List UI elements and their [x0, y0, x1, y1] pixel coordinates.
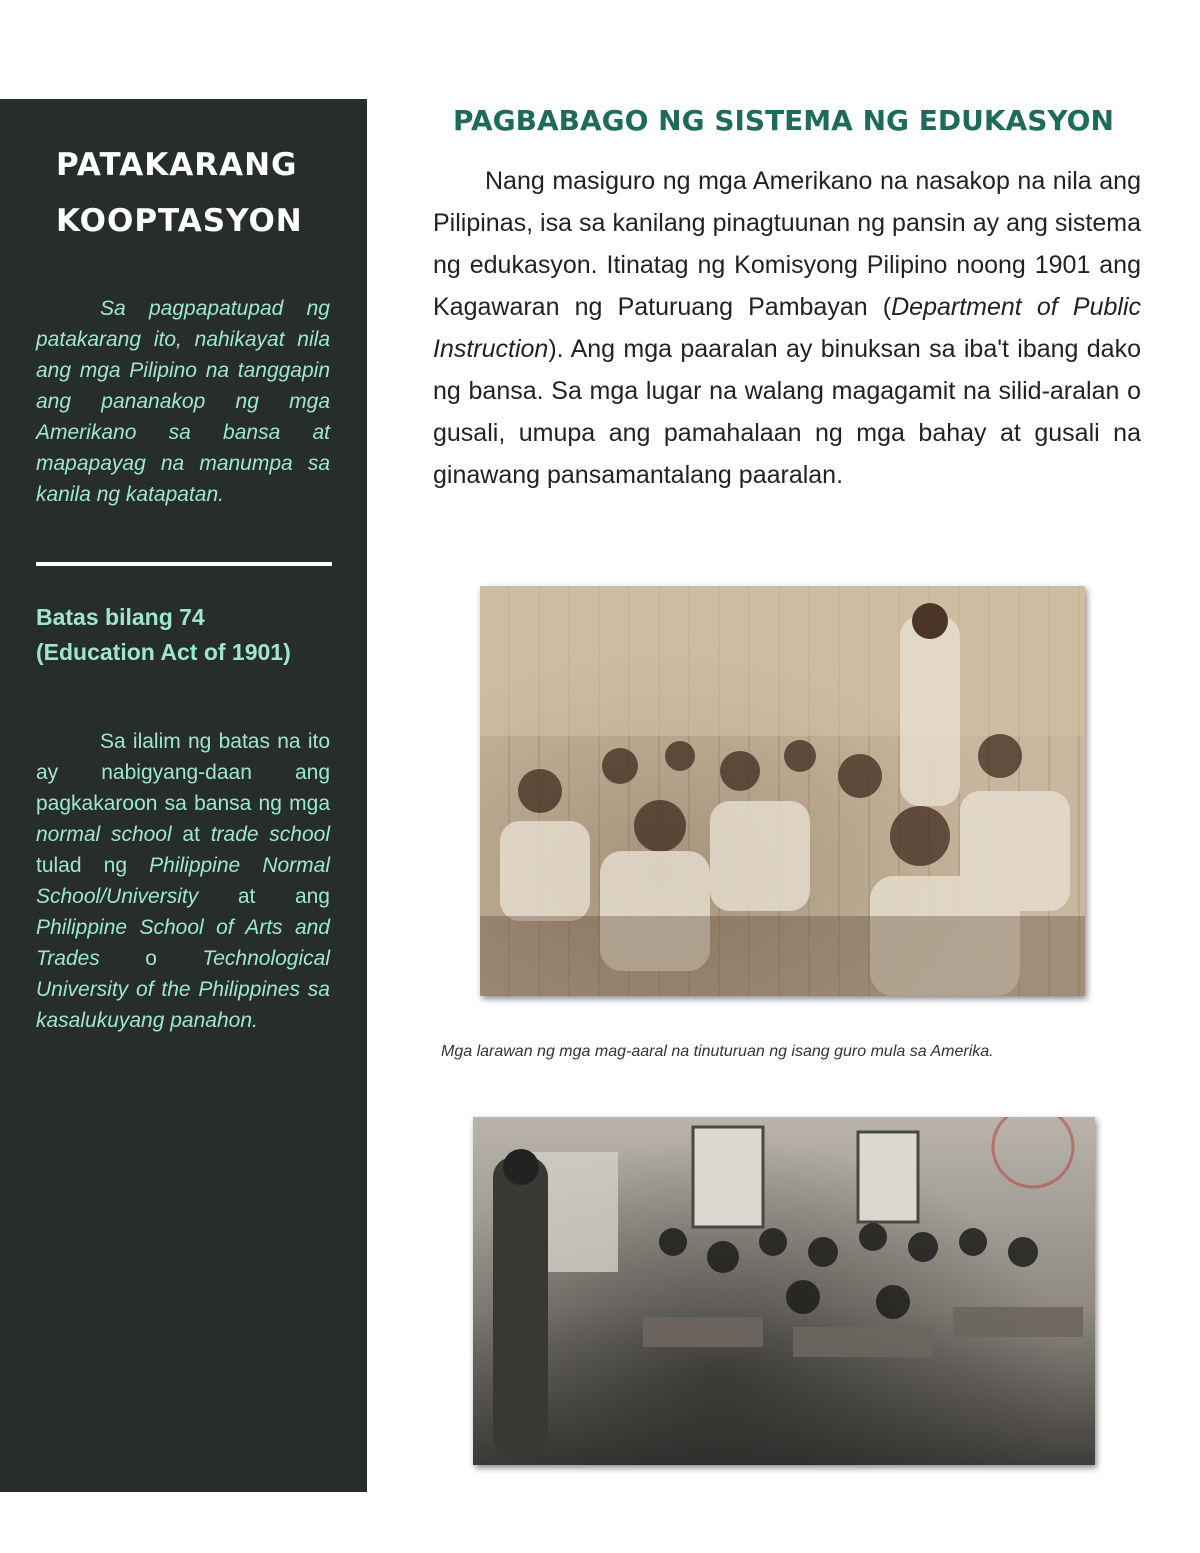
sidebar-divider — [36, 562, 332, 566]
classroom-photo-sepia-art — [480, 586, 1085, 996]
sidebar-title-line1: PATAKARANG — [56, 147, 298, 183]
sidebar-intro: Sa pagpapatupad ng patakarang ito, nahikayat nila ang mga Pilipino na tanggapin ang pananakop ng mga Amerikano sa bansa at mapapayag na manumpa sa kanila ng katapatan. — [36, 297, 330, 506]
law-text-part: o — [99, 947, 203, 970]
classroom-photo-sepia — [480, 586, 1085, 996]
classroom-photo-bw-art — [473, 1117, 1095, 1465]
main-paragraph — [433, 160, 1141, 496]
law-heading-line2: (Education Act of 1901) — [36, 639, 291, 665]
photo-caption: Mga larawan ng mga mag-aaral na tinuturuan ng isang guro mula sa Amerika. — [441, 1043, 994, 1060]
law-text-part: Sa ilalim ng batas na ito ay nabigyang-daan ang pagkakaroon sa bansa ng mga — [36, 730, 330, 815]
law-text-italic: trade school — [210, 823, 331, 846]
law-heading — [36, 600, 331, 670]
law-text-italic: Technological University of the Philippines sa kasalukuyang panahon. — [36, 947, 330, 1032]
law-description — [36, 726, 330, 1036]
page-title: PAGBABAGO NG SISTEMA NG EDUKASYON — [453, 104, 1114, 137]
sidebar-title-line2: KOOPTASYON — [56, 203, 303, 239]
sidebar-title — [56, 137, 331, 249]
law-text-italic: Philippine School of Arts and Trades — [36, 916, 330, 970]
law-heading-line1: Batas bilang 74 — [36, 604, 205, 630]
sidebar — [0, 99, 367, 1492]
main-text-italic: Department of Public Instruction — [433, 293, 1141, 363]
classroom-photo-bw — [473, 1117, 1095, 1465]
law-text-part: tulad ng — [36, 854, 150, 877]
main-text-part: ). Ang mga paaralan ay binuksan sa iba't ibang dako ng bansa. Sa mga lugar na walang magagamit na silid-aralan o gusali, umupa ang pamahalaan ng mga bahay at gusali na ginawang pansamantalang paaralan. — [433, 335, 1141, 489]
law-text-part: at ang — [198, 885, 330, 908]
law-text-italic: Philippine Normal School/University — [36, 854, 330, 908]
main-text-part: Nang masiguro ng mga Amerikano na nasakop na nila ang Pilipinas, isa sa kanilang pinagtuunan ng pansin ay ang sistema ng edukasyon. Itinatag ng Komisyong Pilipino noong 1901 ang Kagawaran ng Paturuang Pambayan ( — [433, 167, 1141, 321]
law-text-italic: normal school — [36, 823, 172, 846]
law-text-part: at — [171, 823, 211, 846]
